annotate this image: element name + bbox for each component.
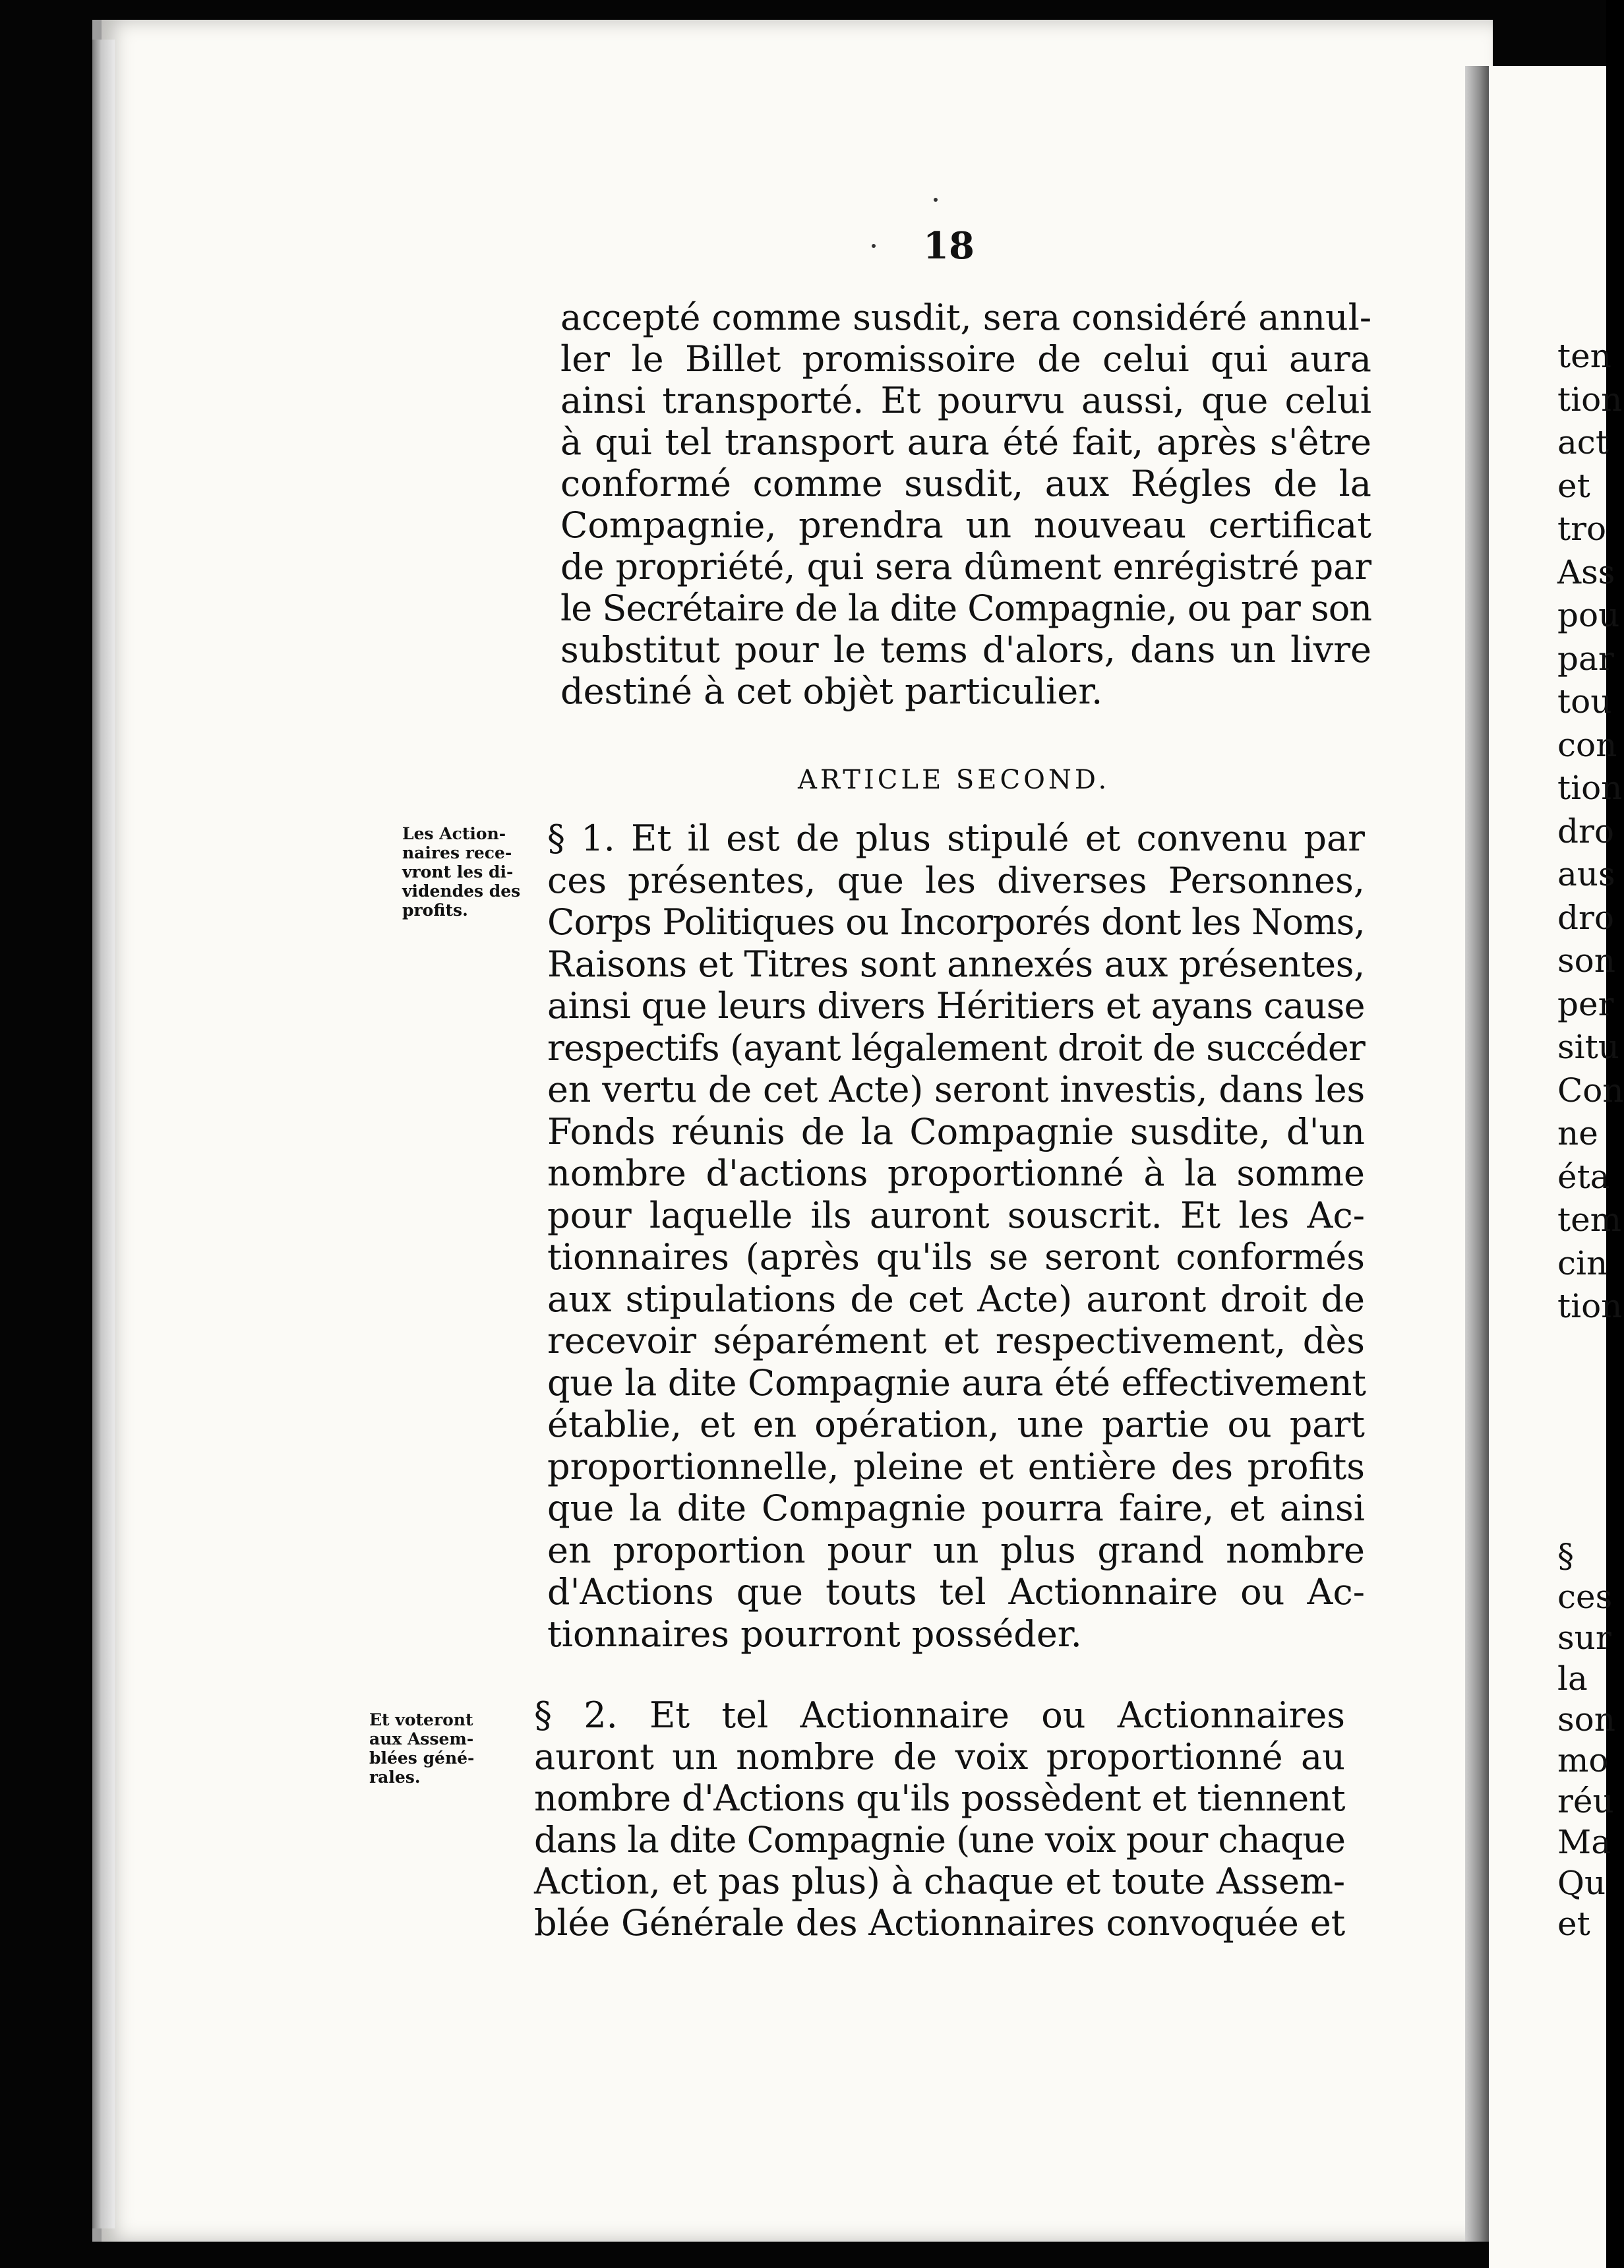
top_paragraph-line: accepté comme susdit, sera considéré annul-	[560, 297, 1371, 338]
right-page-fragment: con	[1557, 725, 1617, 764]
section1-line: établie, et en opération, une partie ou part	[547, 1404, 1365, 1445]
right-page-fragment: Ma	[1557, 1823, 1611, 1861]
right-page-fragment: aus	[1557, 855, 1615, 893]
right-page-fragment: tou	[1557, 682, 1612, 721]
page-number: 18	[923, 224, 975, 268]
top_paragraph-line: le Secrétaire de la dite Compagnie, ou par son	[560, 587, 1371, 629]
right-page-fragment: ces	[1557, 1578, 1613, 1616]
right-page-fragment: tion	[1557, 380, 1623, 419]
right-page-fragment: dro	[1557, 812, 1615, 850]
right-page-fragment: mo	[1557, 1741, 1609, 1779]
section1-line: nombre d'actions proportionné à la somme	[547, 1152, 1365, 1194]
margin-note-dividends	[402, 824, 520, 920]
section2-line: § 2. Et tel Actionnaire ou Actionnaires	[534, 1694, 1345, 1736]
section1-line: tionnaires (après qu'ils se seront conformés	[547, 1236, 1365, 1278]
right-page-fragment: la	[1557, 1659, 1588, 1698]
right-page-fragment: tion	[1557, 769, 1623, 807]
section1-line: respectifs (ayant légalement droit de succéder	[547, 1027, 1365, 1069]
margin-note-line: profits.	[402, 901, 468, 920]
section1-line: d'Actions que touts tel Actionnaire ou Ac-	[547, 1571, 1365, 1613]
right-page-fragment: par	[1557, 639, 1614, 678]
section1-line: Corps Politiques ou Incorporés dont les Noms,	[547, 901, 1365, 943]
section2-line: blée Générale des Actionnaires convoquée et	[534, 1902, 1345, 1944]
top_paragraph-line: destiné à cet objèt particulier.	[560, 671, 1103, 712]
margin-note-line: rales.	[369, 1768, 421, 1787]
section1-line: ainsi que leurs divers Héritiers et ayans cause	[547, 985, 1365, 1027]
section1-line: aux stipulations de cet Acte) auront droit de	[547, 1278, 1365, 1320]
top_paragraph-line: ler le Billet promissoire de celui qui aura	[560, 338, 1371, 380]
margin-note-line: aux Assem-	[369, 1729, 474, 1748]
right-page-fragment: Con	[1557, 1071, 1624, 1110]
top_paragraph-line: substitut pour le tems d'alors, dans un livre	[560, 629, 1371, 671]
speck	[872, 244, 876, 248]
right-page-fragment: son	[1557, 1700, 1615, 1739]
section1-line: recevoir séparément et respectivement, dès	[547, 1320, 1365, 1361]
speck	[934, 198, 938, 202]
section1-line: ces présentes, que les diverses Personnes,	[547, 859, 1365, 901]
margin-note-line: blées géné-	[369, 1748, 475, 1768]
right-page-fragment: tem	[1557, 1201, 1622, 1239]
section1-line: proportionnelle, pleine et entière des profits	[547, 1445, 1365, 1487]
section1-line: que la dite Compagnie pourra faire, et ainsi	[547, 1487, 1365, 1529]
right-page-fragment: sur	[1557, 1619, 1611, 1657]
section1-line: Raisons et Titres sont annexés aux présentes,	[547, 943, 1365, 985]
section2-line: dans la dite Compagnie (une voix pour chaque	[534, 1819, 1345, 1861]
section1-line: en vertu de cet Acte) seront investis, dans les	[547, 1069, 1365, 1110]
section2-line: auront un nombre de voix proportionné au	[534, 1736, 1345, 1777]
right-page-fragment: son	[1557, 941, 1615, 980]
margin-note-line: naires rece-	[402, 843, 512, 862]
margin-note-voting	[369, 1710, 474, 1787]
section1-line: que la dite Compagnie aura été effectivement	[547, 1361, 1366, 1404]
margin-note-line: videndes des	[402, 881, 521, 901]
section1-line: tionnaires pourront posséder.	[547, 1613, 1082, 1655]
right-page-fragment: dro	[1557, 898, 1615, 937]
section1-line: Fonds réunis de la Compagnie susdite, d'un	[547, 1110, 1365, 1152]
right-page-fragment: éta	[1557, 1157, 1610, 1196]
right-page-fragment: ten	[1557, 337, 1611, 375]
margin-note-line: vront les di-	[402, 862, 514, 881]
top_paragraph-line: conformé comme susdit, aux Régles de la	[560, 463, 1371, 504]
article-heading: ARTICLE SECOND.	[798, 765, 1110, 795]
right-page-fragment: §	[1557, 1537, 1574, 1575]
top_paragraph-line: Compagnie, prendra un nouveau certificat	[560, 504, 1371, 546]
section1-line: pour laquelle ils auront souscrit. Et les Ac-	[547, 1194, 1365, 1236]
right-page-fragment: ne	[1557, 1114, 1598, 1152]
section1-line: § 1. Et il est de plus stipulé et convenu par	[547, 818, 1365, 859]
right-page-fragment: cin	[1557, 1243, 1608, 1282]
book-gutter	[1465, 66, 1489, 2242]
section2-line: nombre d'Actions qu'ils possèdent et tiennent	[534, 1777, 1345, 1819]
margin-note-line: Les Action-	[402, 824, 506, 843]
right-page-fragment: Ass	[1557, 552, 1615, 591]
page-edge-shadow	[92, 40, 115, 2228]
top_paragraph-line: à qui tel transport aura été fait, après s'être	[560, 421, 1371, 463]
right-page-fragment: et	[1557, 466, 1590, 505]
right-page-fragment: et	[1557, 1905, 1590, 1943]
right-page-fragment: tion	[1557, 1287, 1623, 1325]
section1-line: en proportion pour un plus grand nombre	[547, 1529, 1365, 1571]
right-page-fragment: per	[1557, 984, 1614, 1023]
top_paragraph-line: ainsi transporté. Et pourvu aussi, que celui	[560, 380, 1371, 421]
right-page-fragment: Qu	[1557, 1864, 1606, 1902]
right-page-fragment: act	[1557, 423, 1609, 462]
margin-note-line: Et voteront	[369, 1710, 473, 1729]
right-page-fragment: tro	[1557, 510, 1607, 548]
right-page-fragment: situ	[1557, 1028, 1619, 1066]
top_paragraph-line: de propriété, qui sera dûment enrégistré par	[560, 546, 1371, 587]
right-page-fragment: pou	[1557, 596, 1620, 634]
right-page-fragment: réu	[1557, 1782, 1614, 1820]
section2-line: Action, et pas plus) à chaque et toute Assem-	[534, 1861, 1345, 1902]
